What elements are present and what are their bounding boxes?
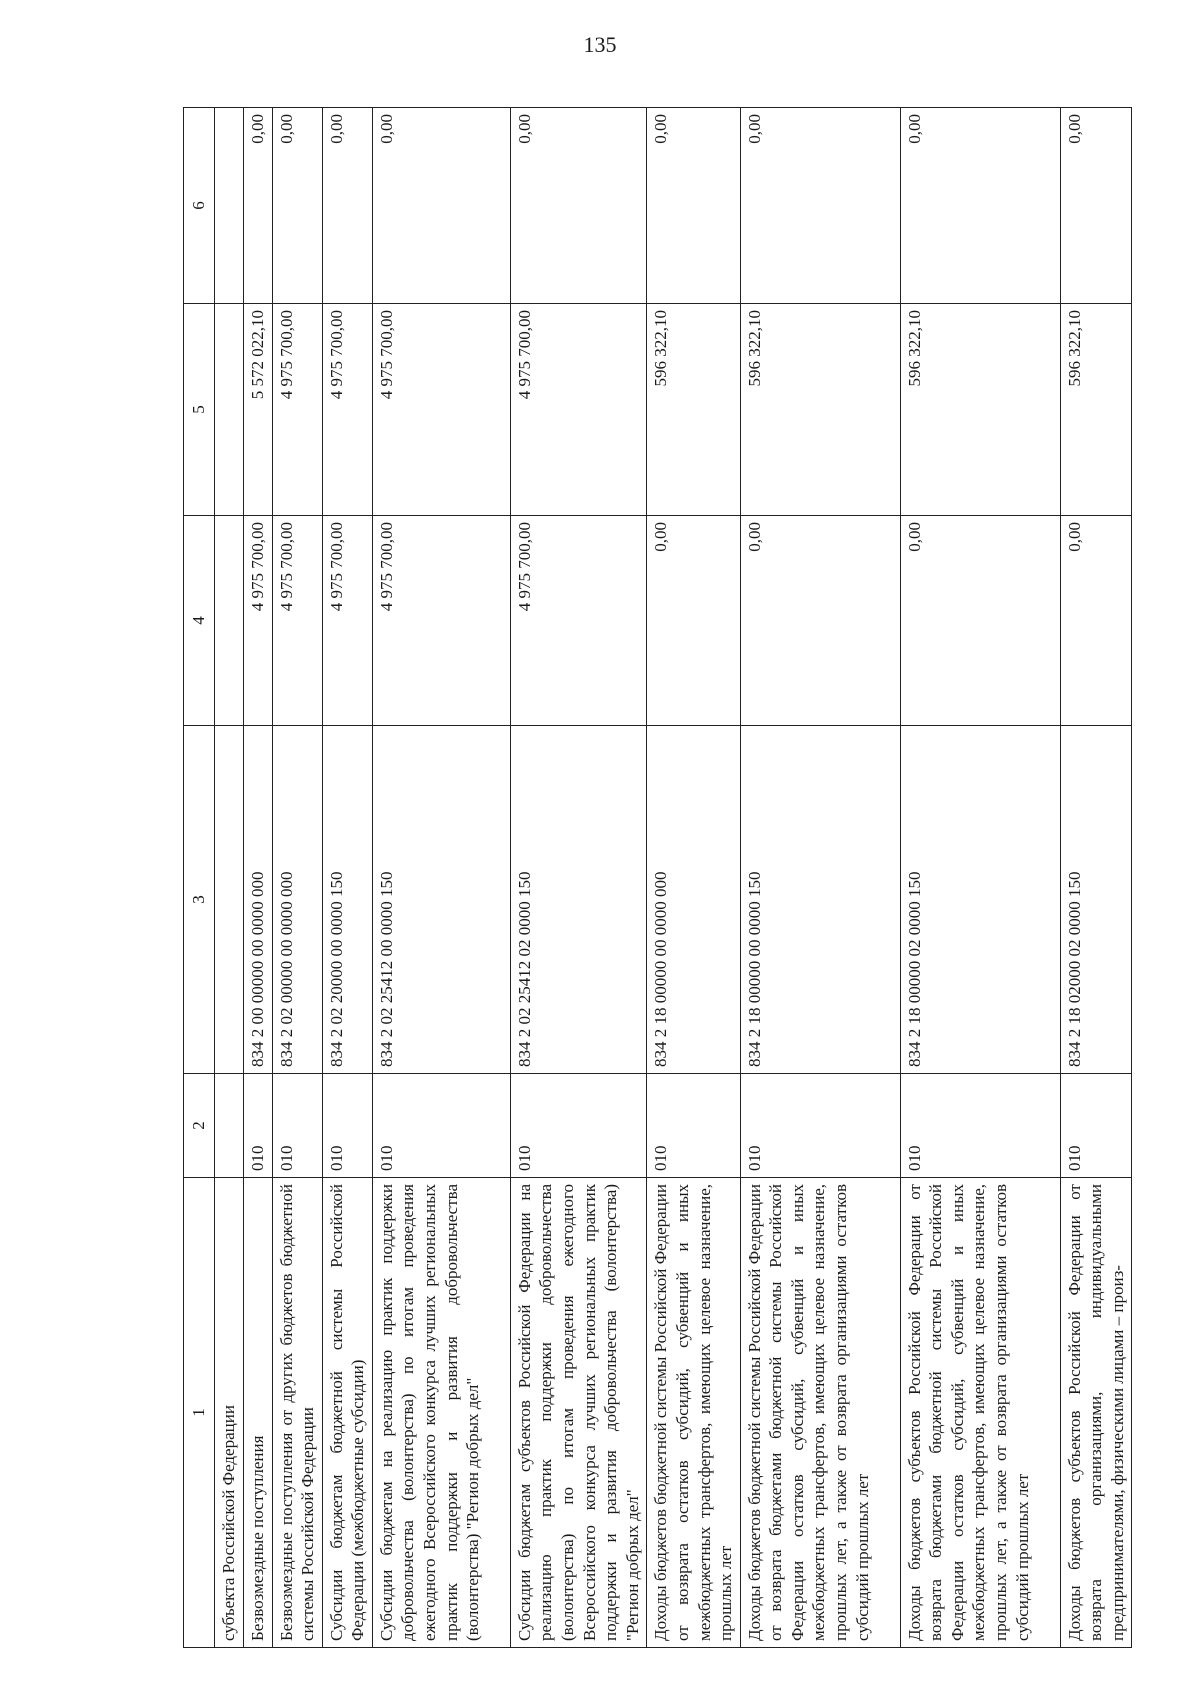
row-col6: 0,00: [510, 108, 646, 304]
column-header: 5: [184, 304, 215, 516]
row-classifier: 834 2 02 25412 02 0000 150: [510, 726, 646, 1074]
table-row: [1060, 108, 1132, 1648]
continuation-text: субъекта Российской Федерации: [215, 1178, 244, 1648]
row-col6: 0,00: [740, 108, 900, 304]
row-name: Безвозмездные поступления от других бюджетов бюджетной системы Российской Федерации: [272, 1178, 322, 1648]
row-col5: 4 975 700,00: [272, 304, 322, 516]
continuation-row: [215, 108, 244, 1648]
table-row: [272, 108, 322, 1648]
row-col5: 596 322,10: [647, 304, 740, 516]
row-col6: 0,00: [272, 108, 322, 304]
row-code: 010: [900, 1074, 1060, 1178]
page-number: 135: [583, 32, 617, 57]
column-header: 6: [184, 108, 215, 304]
row-col5: 4 975 700,00: [510, 304, 646, 516]
table-row: [900, 108, 1060, 1648]
row-classifier: 834 2 18 00000 02 0000 150: [900, 726, 1060, 1074]
row-col5: 4 975 700,00: [372, 304, 510, 516]
row-classifier: 834 2 02 00000 00 0000 000: [272, 726, 322, 1074]
budget-table: [183, 107, 1132, 1648]
column-header: 3: [184, 726, 215, 1074]
row-classifier: 834 2 02 20000 00 0000 150: [322, 726, 372, 1074]
row-code: 010: [740, 1074, 900, 1178]
row-col4: 0,00: [900, 516, 1060, 726]
row-code: 010: [647, 1074, 740, 1178]
row-classifier: 834 2 02 25412 00 0000 150: [372, 726, 510, 1074]
row-col6: 0,00: [322, 108, 372, 304]
row-col4: 4 975 700,00: [372, 516, 510, 726]
row-col5: 596 322,10: [740, 304, 900, 516]
column-header: 1: [184, 1178, 215, 1648]
row-col5: 596 322,10: [1060, 304, 1132, 516]
row-col5: 596 322,10: [900, 304, 1060, 516]
row-col4: 0,00: [1060, 516, 1132, 726]
row-classifier: 834 2 00 00000 00 0000 000: [244, 726, 273, 1074]
row-col6: 0,00: [372, 108, 510, 304]
row-classifier: 834 2 18 00000 00 0000 150: [740, 726, 900, 1074]
row-classifier: 834 2 18 02000 02 0000 150: [1060, 726, 1132, 1074]
row-code: 010: [372, 1074, 510, 1178]
row-name: Субсидии бюджетам бюджетной системы Российской Федерации (межбюджетные субсидии): [322, 1178, 372, 1648]
row-code: 010: [272, 1074, 322, 1178]
row-code: 010: [322, 1074, 372, 1178]
row-col4: 4 975 700,00: [322, 516, 372, 726]
row-code: 010: [510, 1074, 646, 1178]
row-col6: 0,00: [244, 108, 273, 304]
row-name: Доходы бюджетов бюджетной системы Российской Федерации от возврата бюджетами бюджетной системы Российской Федерации остатков субсидий, субвенций и иных межбюджетных трансфертов, имеющих целевое назначение, прошлых лет, а также от возврата организациями остатков субсидий прошлых лет: [740, 1178, 900, 1648]
table-row: [647, 108, 740, 1648]
row-col5: 4 975 700,00: [322, 304, 372, 516]
row-col6: 0,00: [900, 108, 1060, 304]
table-row: [322, 108, 372, 1648]
row-col4: 0,00: [740, 516, 900, 726]
column-header: 2: [184, 1074, 215, 1178]
row-col4: 0,00: [647, 516, 740, 726]
row-col5: 5 572 022,10: [244, 304, 273, 516]
row-col6: 0,00: [647, 108, 740, 304]
table-row: [510, 108, 646, 1648]
column-header: 4: [184, 516, 215, 726]
row-name: Субсидии бюджетам субъектов Российской Федерации на реализацию практик поддержки добровольчества (волонтерства) по итогам проведения ежегодного Всероссийского конкурса лучших региональных практик поддержки и развития добровольчества (волонтерства) "Регион добрых дел": [510, 1178, 646, 1648]
table-row: [740, 108, 900, 1648]
row-name: Доходы бюджетов субъектов Российской Федерации от возврата бюджетами бюджетной системы Российской Федерации остатков субсидий, субвенций и иных межбюджетных трансфертов, имеющих целевое назначение, прошлых лет, а также от возврата организациями остатков субсидий прошлых лет: [900, 1178, 1060, 1648]
row-col6: 0,00: [1060, 108, 1132, 304]
header-row: [184, 108, 215, 1648]
row-code: 010: [1060, 1074, 1132, 1178]
row-name: Доходы бюджетов субъектов Российской Федерации от возврата организациями, индивидуальными предпринимателями, физическими лицами – произ-: [1060, 1178, 1132, 1648]
row-name: Безвозмездные поступления: [244, 1178, 273, 1648]
table-row: [372, 108, 510, 1648]
row-classifier: 834 2 18 00000 00 0000 000: [647, 726, 740, 1074]
row-name: Доходы бюджетов бюджетной системы Российской Федерации от возврата остатков субсидий, субвенций и иных межбюджетных трансфертов, имеющих целевое назначение, прошлых лет: [647, 1178, 740, 1648]
table-row: [244, 108, 273, 1648]
row-col4: 4 975 700,00: [510, 516, 646, 726]
row-col4: 4 975 700,00: [272, 516, 322, 726]
row-code: 010: [244, 1074, 273, 1178]
row-col4: 4 975 700,00: [244, 516, 273, 726]
row-name: Субсидии бюджетам на реализацию практик поддержки добровольчества (волонтерства) по итогам проведения ежегодного Всероссийского конкурса лучших региональных практик поддержки и развития добровольчества (волонтерства) "Регион добрых дел": [372, 1178, 510, 1648]
rotated-table-wrapper: [183, 108, 1127, 1648]
